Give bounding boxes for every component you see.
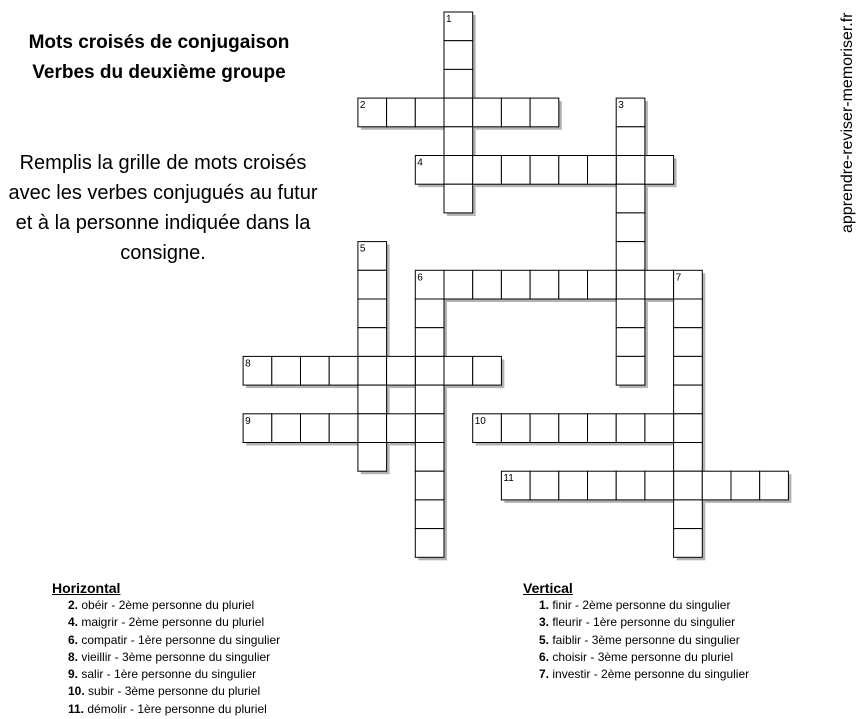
crossword-cell[interactable] bbox=[731, 471, 760, 500]
crossword-cell[interactable] bbox=[530, 471, 559, 500]
crossword-cell[interactable] bbox=[559, 471, 588, 500]
crossword-cell[interactable] bbox=[501, 156, 530, 185]
crossword-cell[interactable] bbox=[415, 98, 444, 127]
crossword-cell[interactable] bbox=[415, 443, 444, 472]
crossword-cell[interactable] bbox=[415, 356, 444, 385]
crossword-cell[interactable] bbox=[674, 471, 703, 500]
crossword-cell[interactable] bbox=[645, 156, 674, 185]
clue-number-label: 5 bbox=[359, 243, 366, 255]
crossword-cell[interactable] bbox=[616, 299, 645, 328]
crossword-cell[interactable] bbox=[358, 270, 387, 299]
vertical-clue bbox=[539, 614, 749, 631]
clue-number: 7. bbox=[539, 667, 550, 682]
clue-number: 6. bbox=[539, 649, 550, 664]
crossword-cell[interactable] bbox=[415, 471, 444, 500]
crossword-cell[interactable] bbox=[616, 414, 645, 443]
crossword-cell[interactable] bbox=[616, 270, 645, 299]
crossword-cell[interactable] bbox=[387, 414, 416, 443]
crossword-cell[interactable] bbox=[588, 270, 617, 299]
crossword-cell[interactable] bbox=[501, 270, 530, 299]
horizontal-clues-heading: Horizontal bbox=[52, 580, 121, 596]
crossword-cell[interactable] bbox=[588, 471, 617, 500]
crossword-cell[interactable] bbox=[444, 41, 473, 70]
crossword-cell[interactable] bbox=[645, 471, 674, 500]
crossword-cell[interactable] bbox=[530, 414, 559, 443]
crossword-cell[interactable] bbox=[444, 356, 473, 385]
crossword-cell[interactable] bbox=[674, 328, 703, 357]
clue-text: vieillir - 3ème personne du singulier bbox=[78, 649, 271, 664]
clue-number: 9. bbox=[68, 667, 79, 682]
horizontal-clue bbox=[68, 649, 280, 666]
crossword-cell[interactable] bbox=[616, 242, 645, 271]
crossword-cell[interactable] bbox=[358, 356, 387, 385]
crossword-cell[interactable] bbox=[329, 414, 358, 443]
clue-number: 10. bbox=[68, 684, 85, 699]
crossword-cell[interactable] bbox=[616, 213, 645, 242]
crossword-cell[interactable] bbox=[358, 414, 387, 443]
crossword-cell[interactable] bbox=[674, 299, 703, 328]
crossword-cell[interactable] bbox=[616, 328, 645, 357]
crossword-cell[interactable] bbox=[588, 156, 617, 185]
clue-text: compatir - 1ère personne du singulier bbox=[78, 632, 281, 647]
clue-number: 2. bbox=[68, 598, 79, 612]
crossword-cell[interactable] bbox=[530, 156, 559, 185]
clue-text: choisir - 3ème personne du pluriel bbox=[549, 649, 734, 664]
crossword-cell[interactable] bbox=[674, 414, 703, 443]
horizontal-clues-list bbox=[68, 597, 280, 718]
crossword-cell[interactable] bbox=[444, 184, 473, 213]
clue-number-label: 1 bbox=[446, 14, 452, 25]
crossword-cell[interactable] bbox=[501, 98, 530, 127]
clue-text: maigrir - 2ème personne du pluriel bbox=[78, 615, 265, 630]
clue-number-label: 2 bbox=[359, 100, 366, 112]
horizontal-clue bbox=[68, 701, 280, 718]
horizontal-clue bbox=[68, 614, 280, 631]
crossword-cell[interactable] bbox=[415, 529, 444, 558]
crossword-cell[interactable] bbox=[329, 356, 358, 385]
clue-number: 1. bbox=[539, 598, 550, 612]
crossword-cell[interactable] bbox=[415, 414, 444, 443]
crossword-cell[interactable] bbox=[444, 270, 473, 299]
horizontal-clue bbox=[68, 597, 280, 614]
worksheet-title: Mots croisés de conjugaison bbox=[28, 32, 290, 53]
crossword-cell[interactable] bbox=[559, 414, 588, 443]
vertical-clues-heading: Vertical bbox=[523, 580, 573, 596]
crossword-cell[interactable] bbox=[473, 270, 502, 299]
crossword-cell[interactable] bbox=[387, 356, 416, 385]
crossword-cell[interactable] bbox=[415, 385, 444, 414]
crossword-cell[interactable] bbox=[616, 356, 645, 385]
instructions-text: Remplis la grille de mots croisés avec les verbes conjugués au futur et à la personne indiquée dans la consigne. bbox=[8, 152, 318, 264]
clue-number: 6. bbox=[68, 632, 79, 647]
crossword-cell[interactable] bbox=[473, 98, 502, 127]
crossword-cell[interactable] bbox=[702, 471, 731, 500]
crossword-cell[interactable] bbox=[387, 98, 416, 127]
crossword-cell[interactable] bbox=[301, 356, 330, 385]
clue-text: faiblir - 3ème personne du singulier bbox=[549, 632, 740, 647]
horizontal-clue bbox=[68, 632, 280, 649]
crossword-cell[interactable] bbox=[674, 385, 703, 414]
clue-text: investir - 2ème personne du singulier bbox=[549, 667, 750, 682]
crossword-cell[interactable] bbox=[616, 184, 645, 213]
clue-number: 5. bbox=[539, 632, 550, 647]
clue-number-label: 4 bbox=[417, 157, 423, 169]
clue-number: 4. bbox=[68, 615, 79, 630]
crossword-cell[interactable] bbox=[674, 500, 703, 529]
vertical-clue bbox=[539, 666, 749, 683]
crossword-cell[interactable] bbox=[444, 156, 473, 185]
vertical-clue bbox=[539, 649, 749, 666]
clue-number: 3. bbox=[539, 615, 550, 630]
clue-text: finir - 2ème personne du singulier bbox=[549, 598, 731, 612]
crossword-cell[interactable] bbox=[645, 270, 674, 299]
crossword-cell[interactable] bbox=[272, 356, 301, 385]
horizontal-clue bbox=[68, 683, 280, 700]
crossword-cell[interactable] bbox=[415, 500, 444, 529]
clue-number-label: 11 bbox=[503, 473, 514, 485]
crossword-cell[interactable] bbox=[501, 414, 530, 443]
clue-text: fleurir - 1ère personne du singulier bbox=[549, 615, 736, 630]
crossword-cell[interactable] bbox=[473, 156, 502, 185]
crossword-cell[interactable] bbox=[645, 414, 674, 443]
crossword-cell[interactable] bbox=[530, 270, 559, 299]
crossword-cell[interactable] bbox=[444, 127, 473, 156]
clue-text: démolir - 1ère personne du pluriel bbox=[84, 701, 267, 716]
crossword-cell[interactable] bbox=[559, 270, 588, 299]
crossword-cell[interactable] bbox=[588, 414, 617, 443]
clue-number: 11. bbox=[68, 701, 85, 716]
crossword-cell[interactable] bbox=[530, 98, 559, 127]
clue-text: obéir - 2ème personne du pluriel bbox=[78, 598, 255, 612]
crossword-cell[interactable] bbox=[444, 98, 473, 127]
clue-number-label: 3 bbox=[618, 100, 624, 112]
horizontal-clue bbox=[68, 666, 280, 683]
crossword-cell[interactable] bbox=[415, 328, 444, 357]
clue-number-label: 9 bbox=[245, 415, 251, 427]
crossword-cell[interactable] bbox=[444, 69, 473, 98]
clue-text: salir - 1ère personne du singulier bbox=[78, 667, 257, 682]
crossword-cell[interactable] bbox=[301, 414, 330, 443]
clue-number-label: 10 bbox=[474, 415, 486, 427]
crossword-cell[interactable] bbox=[559, 156, 588, 185]
crossword-cell[interactable] bbox=[760, 471, 789, 500]
crossword-cell[interactable] bbox=[473, 356, 502, 385]
crossword-cell[interactable] bbox=[674, 529, 703, 558]
clue-number-label: 8 bbox=[245, 358, 251, 370]
clue-number-label: 7 bbox=[675, 272, 682, 284]
clue-text: subir - 3ème personne du pluriel bbox=[84, 684, 261, 699]
clue-number-label: 6 bbox=[417, 272, 423, 284]
vertical-clue bbox=[539, 597, 749, 614]
crossword-cell[interactable] bbox=[358, 328, 387, 357]
worksheet-subtitle: Verbes du deuxième groupe bbox=[32, 62, 286, 83]
crossword-cell[interactable] bbox=[358, 385, 387, 414]
crossword-cell[interactable] bbox=[616, 156, 645, 185]
crossword-cell[interactable] bbox=[415, 299, 444, 328]
crossword-cell[interactable] bbox=[358, 443, 387, 472]
crossword-cell[interactable] bbox=[272, 414, 301, 443]
vertical-clue bbox=[539, 632, 749, 649]
crossword-cell[interactable] bbox=[358, 299, 387, 328]
crossword-cell[interactable] bbox=[674, 443, 703, 472]
vertical-clues-list bbox=[539, 597, 749, 683]
crossword-cell[interactable] bbox=[674, 356, 703, 385]
clue-number: 8. bbox=[68, 649, 79, 664]
website-credit: apprendre-reviser-memoriser.fr bbox=[839, 12, 856, 234]
crossword-cell[interactable] bbox=[616, 471, 645, 500]
crossword-cell[interactable] bbox=[616, 127, 645, 156]
